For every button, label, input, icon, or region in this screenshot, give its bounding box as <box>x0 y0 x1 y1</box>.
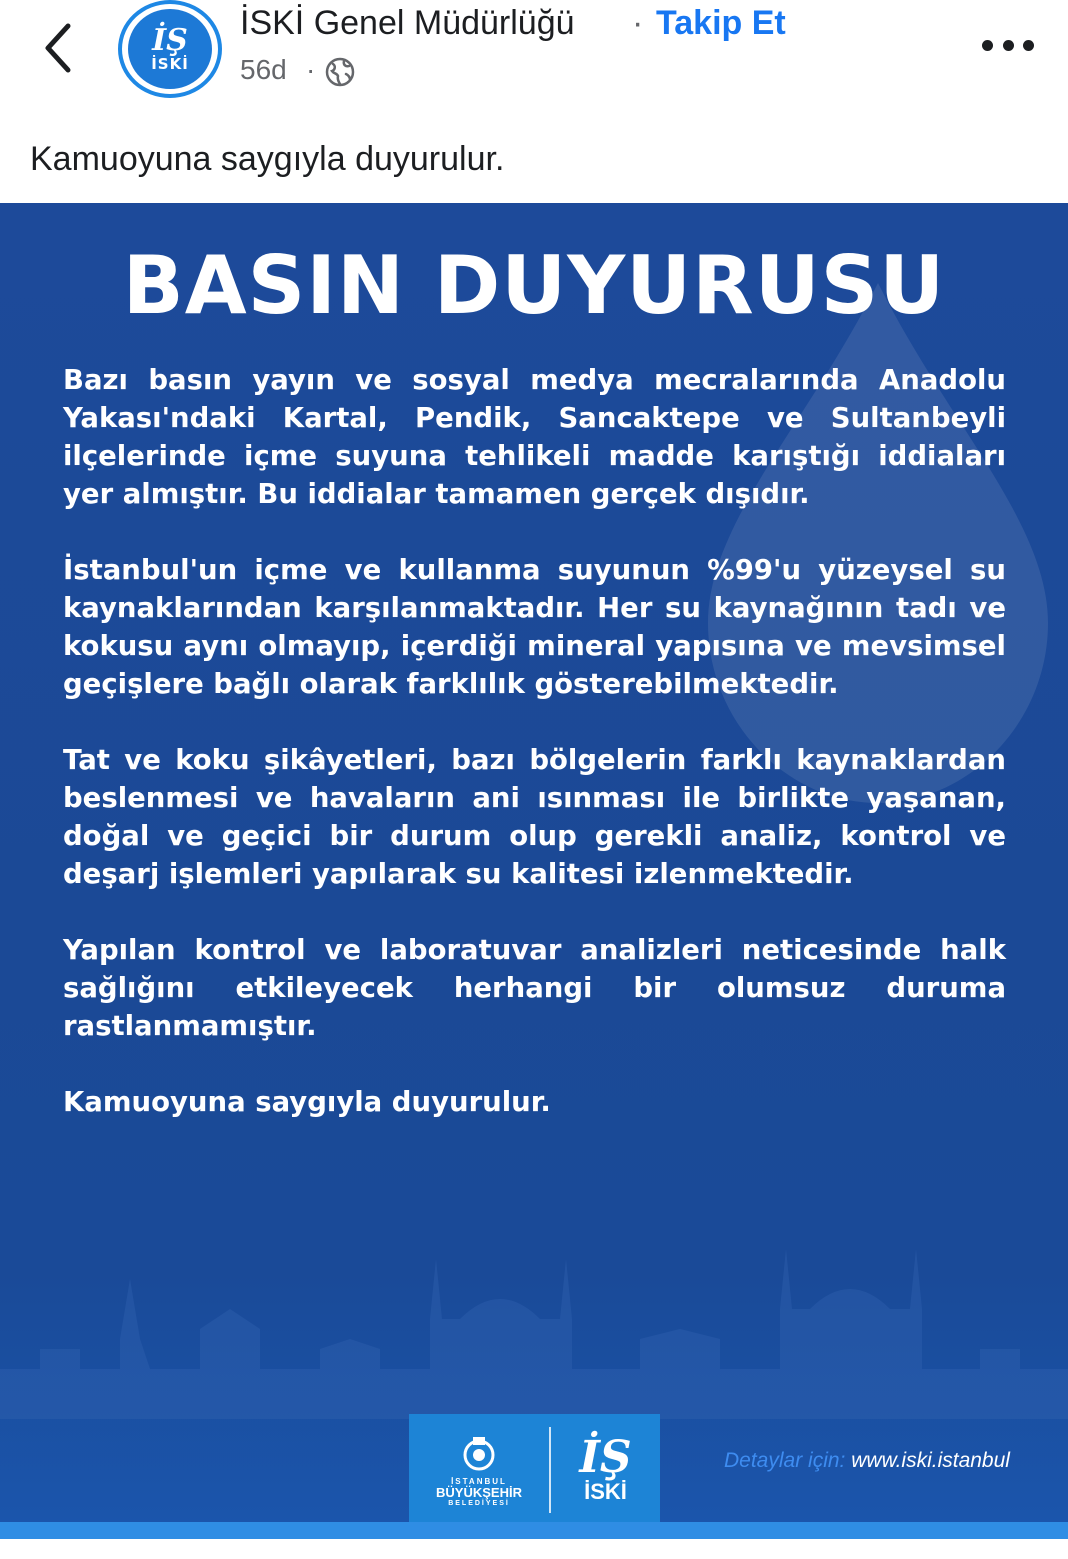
avatar-text: İSKİ <box>151 55 189 73</box>
page-name-link[interactable]: İSKİ Genel Müdürlüğü <box>240 4 575 42</box>
iski-logo <box>551 1414 660 1526</box>
more-options-button[interactable] <box>982 30 1034 60</box>
announcement-paragraph: Yapılan kontrol ve laboratuvar analizleri neticesinde halk sağlığını etkileyecek herhangi bir olumsuz duruma rastlanmamıştır. <box>63 934 1006 1042</box>
announcement-closing: Kamuoyuna saygıyla duyurulur. <box>63 1086 551 1118</box>
details-url: www.iski.istanbul <box>851 1449 1010 1472</box>
ibb-logo <box>409 1414 549 1526</box>
details-line <box>724 1449 1010 1473</box>
iski-logo-mark: İŞ <box>579 1432 632 1483</box>
post-timestamp[interactable]: 56d <box>240 54 287 85</box>
details-label: Detaylar için: <box>724 1449 846 1472</box>
meta-separator: · <box>306 54 316 85</box>
avatar-mark: İŞ <box>152 23 188 58</box>
back-button[interactable] <box>34 18 88 78</box>
ibb-line3: BELEDİYESİ <box>448 1500 510 1507</box>
footer-spacer <box>0 1539 1068 1559</box>
istanbul-skyline <box>0 1219 1068 1419</box>
more-options-icon <box>982 40 993 51</box>
bottom-stripe <box>0 1522 1068 1539</box>
announcement-body <box>63 361 1006 1159</box>
post-caption: Kamuoyuna saygıyla duyurulur. <box>30 140 505 178</box>
iski-logo-text: İSKİ <box>584 1479 627 1504</box>
announcement-paragraph: Bazı basın yayın ve sosyal medya mecralarında Anadolu Yakası'ndaki Kartal, Pendik, Sancaktepe ve Sultanbeyli ilçelerinde içme suyuna tehlikeli madde karıştığı iddiaları yer almıştır. Bu iddialar tamamen gerçek dışıdır. <box>63 364 1006 510</box>
announcement-paragraph: Tat ve koku şikâyetleri, bazı bölgelerin farklı kaynaklardan beslenmesi ve havaların ani ısınması ile birlikte yaşanan, doğal ve geçici bir durum olup gerekli analiz, kontrol ve deşarj işlemleri yapılarak su kalitesi izlenmektedir. <box>63 744 1006 890</box>
logo-box <box>409 1414 660 1526</box>
more-options-icon <box>1023 40 1034 51</box>
ibb-line2: BÜYÜKŞEHİR <box>436 1485 522 1500</box>
globe-icon <box>324 56 356 88</box>
page-avatar[interactable] <box>118 0 222 98</box>
back-arrow-icon <box>34 18 88 78</box>
ibb-emblem-icon <box>459 1433 499 1473</box>
announcement-image[interactable] <box>0 203 1068 1539</box>
post-header <box>0 0 1068 110</box>
follow-button[interactable]: Takip Et <box>656 4 786 42</box>
announcement-paragraph: İstanbul'un içme ve kullanma suyunun %99'u yüzeysel su kaynaklarından karşılanmaktadır. Her su kaynağının tadı ve kokusu aynı olmayıp, içerdiği mineral yapısına ve mevsimsel geçişlere bağlı olarak farklılık gösterebilmektedir. <box>63 554 1006 700</box>
iski-avatar-logo <box>128 9 212 89</box>
ibb-line1: İSTANBUL <box>451 1477 507 1486</box>
more-options-icon <box>1003 40 1014 51</box>
announcement-title: BASIN DUYURUSU <box>122 239 946 332</box>
name-separator: · <box>632 4 644 42</box>
